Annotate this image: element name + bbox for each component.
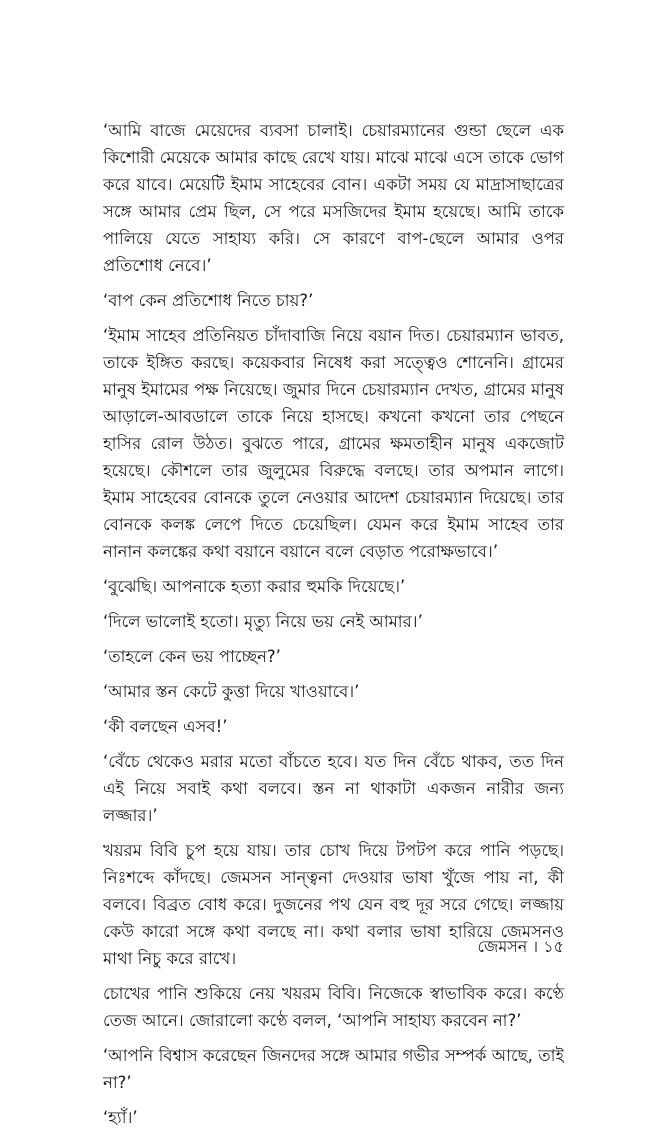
paragraph: ‘ইমাম সাহেব প্রতিনিয়ত চাঁদাবাজি নিয়ে বয়ান দিত। চেয়ারম্যান ভাবত, তাকে ইঙ্গিত করছে। কয়েকবার নিষেধ করা সত্ত্বেও শোনেনি। গ্রামের মানুষ ইমামের পক্ষ নিয়েছে। জুমার দিনে চেয়ারম্যান দেখত, গ্রামের মানুষ আড়ালে-আবডালে তাকে নিয়ে হাসছে। কখনো কখনো তার পেছনে হাসির রোল উঠত। বুঝতে পারে, গ্রামের ক্ষমতাহীন মানুষ একজোট হয়েছে। কৌশলে তার জুলুমের বিরুদ্ধে বলছে। তার অপমান লাগে। ইমাম সাহেবের বোনকে তুলে নেওয়ার আদেশ চেয়ারম্যান দিয়েছে। তার বোনকে কলঙ্ক লেপে দিতে চেয়েছিল। যেমন করে ইমাম সাহেব তার নানান কলঙ্কের কথা বয়ানে বয়ানে বলে বেড়াত পরোক্ষভাবে।’: [103, 326, 564, 561]
paragraph: ‘কী বলছেন এসব!’: [103, 717, 228, 736]
page-footer: জেমসন । ১৫: [477, 937, 564, 956]
paragraph: ‘বাপ কেন প্রতিশোধ নিতে চায়?’: [103, 291, 314, 310]
paragraph: ‘তাহলে কেন ভয় পাচ্ছেন?’: [103, 647, 281, 666]
paragraph: ‘হ্যাঁ।’: [103, 1108, 138, 1127]
page-body: [103, 117, 564, 1139]
paragraph: ‘আমার স্তন কেটে কুত্তা দিয়ে খাওয়াবে।’: [103, 682, 360, 701]
paragraph: চোখের পানি শুকিয়ে নেয় খয়রম বিবি। নিজেকে স্বাভাবিক করে। কণ্ঠে তেজ আনে। জোরালো কণ্ঠে বলল, ‘আপনি সাহায্য করবেন না?’: [103, 984, 564, 1030]
paragraph: ‘বুঝেছি। আপনাকে হত্যা করার হুমকি দিয়েছে।’: [103, 577, 406, 596]
paragraph: খয়রম বিবি চুপ হয়ে যায়। তার চোখ দিয়ে টপটপ করে পানি পড়ছে। নিঃশব্দে কাঁদছে। জেমসন সান্ত্বনা দেওয়ার ভাষা খুঁজে পায় না, কী বলবে। বিব্রত বোধ করে। দুজনের পথ যেন বহু দূর সরে গেছে। লজ্জায় কেউ কারো সঙ্গে কথা বলছে না। কথা বলার ভাষা হারিয়ে জেমসনও মাথা নিচু করে রাখে।: [103, 841, 564, 968]
paragraph: ‘বেঁচে থেকেও মরার মতো বাঁচতে হবে। যত দিন বেঁচে থাকব, তত দিন এই নিয়ে সবাই কথা বলবে। স্তন না থাকাটা একজন নারীর জন্য লজ্জার।’: [103, 752, 564, 825]
paragraph: ‘আপনি বিশ্বাস করেছেন জিনদের সঙ্গে আমার গভীর সম্পর্ক আছে, তাই না?’: [103, 1046, 564, 1092]
paragraph: ‘দিলে ভালোই হতো। মৃত্যু নিয়ে ভয় নেই আমার।’: [103, 612, 423, 631]
paragraph: ‘আমি বাজে মেয়েদের ব্যবসা চালাই। চেয়ারম্যানের গুন্ডা ছেলে এক কিশোরী মেয়েকে আমার কাছে রেখে যায়। মাঝে মাঝে এসে তাকে ভোগ করে যাবে। মেয়েটি ইমাম সাহেবের বোন। একটা সময় যে মাদ্রাসাছাত্রের সঙ্গে আমার প্রেম ছিল, সে পরে মসজিদের ইমাম হয়েছে। আমি তাকে পালিয়ে যেতে সাহায্য করি। সে কারণে বাপ-ছেলে আমার ওপর প্রতিশোধ নেবে।’: [103, 121, 564, 275]
